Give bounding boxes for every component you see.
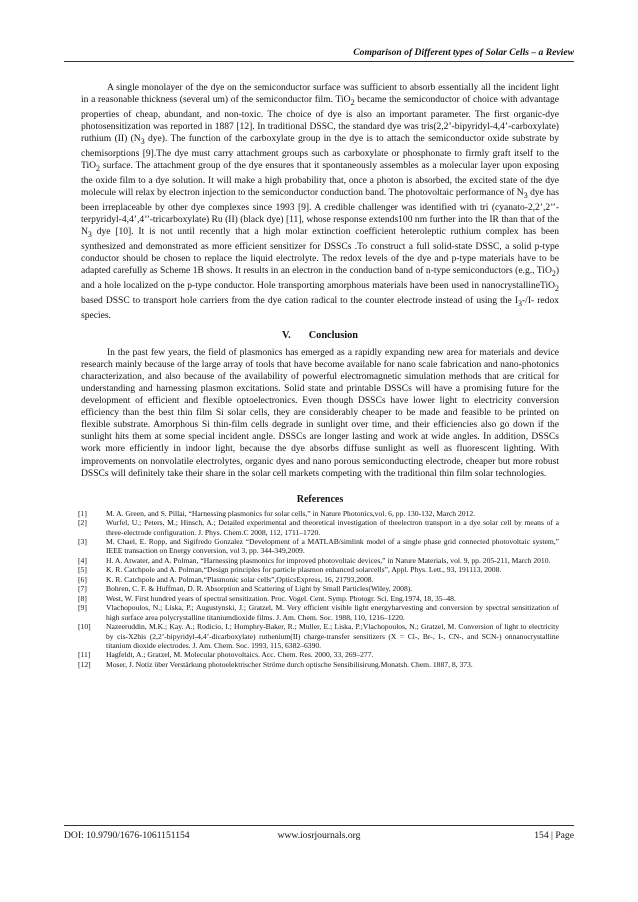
reference-number: [12] [78,659,91,669]
subscript: 2 [555,284,559,294]
intro-paragraph [81,82,559,322]
reference-item [78,593,559,603]
text-run: -/I- redox species. [81,295,559,322]
reference-number: [6] [78,574,87,584]
reference-item [78,650,559,660]
reference-item [78,574,559,584]
reference-number: [2] [78,518,87,528]
reference-text: West, W. First hundred years of spectral sensitization. Proc. Vogel. Cent. Symp. Photogr. Sci. Eng.1974, 18, 35–48. [106,593,456,603]
reference-number: [8] [78,593,87,603]
reference-text: K. R. Catchpole and A. Polman,“Plasmonic solar cells”,OpticsExpress, 16, 21793,2008. [106,574,374,584]
section-title: Conclusion [308,330,358,342]
text-run: dye [10]. It is not until recently that a high molar extinction coefficient heteroleptic ruthium complex has been synthesized and demonstrated as more efficient sensitizer for DSSCs .To construct a full solid-state DSSC, a solid p-type conductor should be chosen to replace the liquid electrolyte. The redox levels of the dye and p-type materials have to be adapted carefully as Scheme 1B shows. It results in an electron in the conduction band of n-type semiconductors (e.g., TiO [81,226,559,277]
page-footer [64,830,574,841]
reference-number: [9] [78,603,87,613]
reference-number: [11] [78,650,91,660]
subscript: 2 [96,164,101,173]
reference-text: K. R. Catchpole and A. Polman,“Design principles for particle plasmon enhanced solarcells”, Appl. Phys. Lett., 93, 191113, 2008. [106,565,502,575]
text-run: dye has been irreplaceable by other dye complexes since 1993 [9]. A credible challenger was identified with tri (cyanato-2,2’,2’’-terpyridyl-4,4’,4’’-tricarboxylate) Ru (II) (black dye) [11], whose response extends100 nm further into the IR than that of the N [81,187,559,238]
text-run: A single monolayer of the dye on the semiconductor surface was sufficient to absorb essentially all the incident light in a reasonable thickness (several um) of the semiconductor film. TiO [81,82,559,106]
references-heading: References [296,493,344,505]
reference-text: M. A. Green, and S. Pillai, “Harnessing plasmonics for solar cells,” in Nature Photonics,vol. 6, pp. 130-132, March 2012. [106,508,476,518]
reference-list [78,508,559,670]
footer-rule [64,825,574,826]
reference-text: M. Chael, E. Ropp, and Sigifredo Gonzalez “Development of a MATLAB/simlink model of a single phase grid connected photovoltaic system,” IEEE transaction on Energy conversion, vol 3, pp. 344-349,2009. [106,536,559,556]
reference-item [78,508,559,518]
reference-number: [10] [78,622,91,632]
text-run: surface. The attachment group of the dye ensures that it spontaneously assembles as a molecular layer upon exposing the oxide film to a dye solution. It will make a high probability that, once a photon is absorbed, the excited state of the dye molecule will relax by electron injection to the semiconductor conduction band. The photovoltaic performance of N [81,160,559,199]
subscript: 2 [350,97,355,107]
reference-number: [7] [78,584,87,594]
reference-item [78,536,559,556]
subscript: 3 [523,191,528,200]
reference-item [78,584,559,594]
reference-text: H. A. Atwater, and A. Polman, “Harnessing plasmonics for improved photovoltaic devices,” in Nature Materials, vol. 9, pp. 205-211, March 2010. [106,555,551,565]
reference-number: [1] [78,508,87,518]
reference-text: Bohren, C. F. & Huffman, D. R. Absorption and Scattering of Light by Small Particles(Wiley, 2008). [106,584,413,594]
header-rule [64,61,574,62]
subscript: 3 [87,230,92,240]
reference-text: Moser, J. Notiz über Verstärkung photoelektrischer Ströme durch optische Sensibilisirung.Monatsh. Chem. 1887, 8, 373. [106,659,473,669]
reference-text: Nazeeruddin, M.K.; Kay. A.; Rodicio, I.; Humphry-Baker, R.; Muller, E.; Liska, P.;Vlachopoulos, N.; Gratzel, M. Conversion of light to electricity by cis-X2bis (2,2’-bipyridyl-4,4’-dicarboxylate) ruthenium(II) charge-transfer sensitizers (X = Cl-, Br-, I-, CN-, and SCN-) onnanocrystalline titanium dioxide electrodes. J. Am. Chem. Soc. 1993, 115, 6382–6390. [106,622,559,650]
reference-item [78,555,559,565]
section-number: V. [282,330,291,342]
reference-text: Hagfeldt, A.; Gratzel, M. Molecular photovoltaics. Acc. Chem. Res. 2000, 33, 269–277. [106,650,374,660]
conclusion-paragraph: In the past few years, the field of plasmonics has emerged as a rapidly expanding new area for materials and device research mainly because of the large array of tools that have become available for nano scale fabrication and nano-photonics characterization, and also because of the availability of powerful electromagnetic simulation methods that are critical for understanding and harnessing plasmon excitations. Solid state and printable DSSCs will have a promising future for the development of efficient and flexible optoelectronics. Even though DSSCs have lower light to electricity conversion efficiency than the best thin film Si solar cells, they are considerably cheaper to be made and feasible to be printed on flexible substrate. Amorphous Si thin-film cells degrade in sunlight over time, and their efficiencies also go down if the sunlight hits them at some special incident angle. DSSCs are longer lasting and work at wide angles. In addition, DSSCs work more efficiently in indoor light, because the dye absorbs diffuse sunlight as well as fluorescent lighting. With improvements on nonvolatile electrolytes, organic dyes and nano porous semiconducting electrode, cheaper but more robust DSSCs will definitely take their share in the solar cell markets competing with the traditional thin film solar technologies. [81,347,559,479]
reference-number: [5] [78,565,87,575]
reference-item [78,518,559,537]
reference-number: [3] [78,536,87,546]
running-header: Comparison of Different types of Solar Cells – a Review [353,47,574,58]
reference-text: Wurfel, U.; Peters, M.; Hinsch, A.; Detailed experimental and theoretical investigation of theelectron transport in a dye solar cell by means of a three-electrode configuration. J. Phys. Chem.C 2008, 112, 1711–1720. [106,518,559,537]
footer-site: www.iosrjournals.org [277,830,361,841]
reference-item [78,622,559,650]
subscript: 3 [518,299,522,308]
text-run: dye). The function of the carboxylate group in the dye is to attach the semiconductor oxide substrate by chemisorptions [9].The dye must carry attachment groups such as carboxylate or phosphonate to firmly graft itself to the TiO [81,133,560,172]
footer-page-number: 154 | Page [534,830,574,841]
reference-text: Vlachopoulos, N.; Liska, P.; Augustynski, J.; Gratzel, M. Very efficient visible light energyharvesting and conversion by spectral sensitization of high surface area polycrystalline titaniumdioxide films. J. Am. Chem. Soc. 1988, 110, 1216–1220. [106,603,559,622]
section-heading [81,330,559,341]
subscript: 3 [140,137,145,146]
reference-item [78,565,559,575]
page-content [78,82,560,669]
reference-item [78,603,559,622]
text-run: became the semiconductor of choice with advantage properties of cheap, abundant, and non-toxic. The choice of dye is also an important parameter. The first organic-dye photosensitization was reported in 1887 [12]. In traditional DSSC, the standard dye was tris(2,2’-bipyridyl-4,4’-carboxylate) ruthium (II) (N [81,94,559,145]
reference-item [78,659,559,669]
reference-number: [4] [78,555,87,565]
text-run: based DSSC to transport hole carriers from the dye cation radical to the counter electrode instead of using the I [81,295,519,307]
text-run: ) and a hole localized on the p-type conductor. Hole transporting amorphous materials have been used in nanocrystallineTiO [81,265,559,292]
footer-doi: DOI: 10.9790/1676-1061151154 [64,830,190,841]
subscript: 2 [551,269,556,279]
